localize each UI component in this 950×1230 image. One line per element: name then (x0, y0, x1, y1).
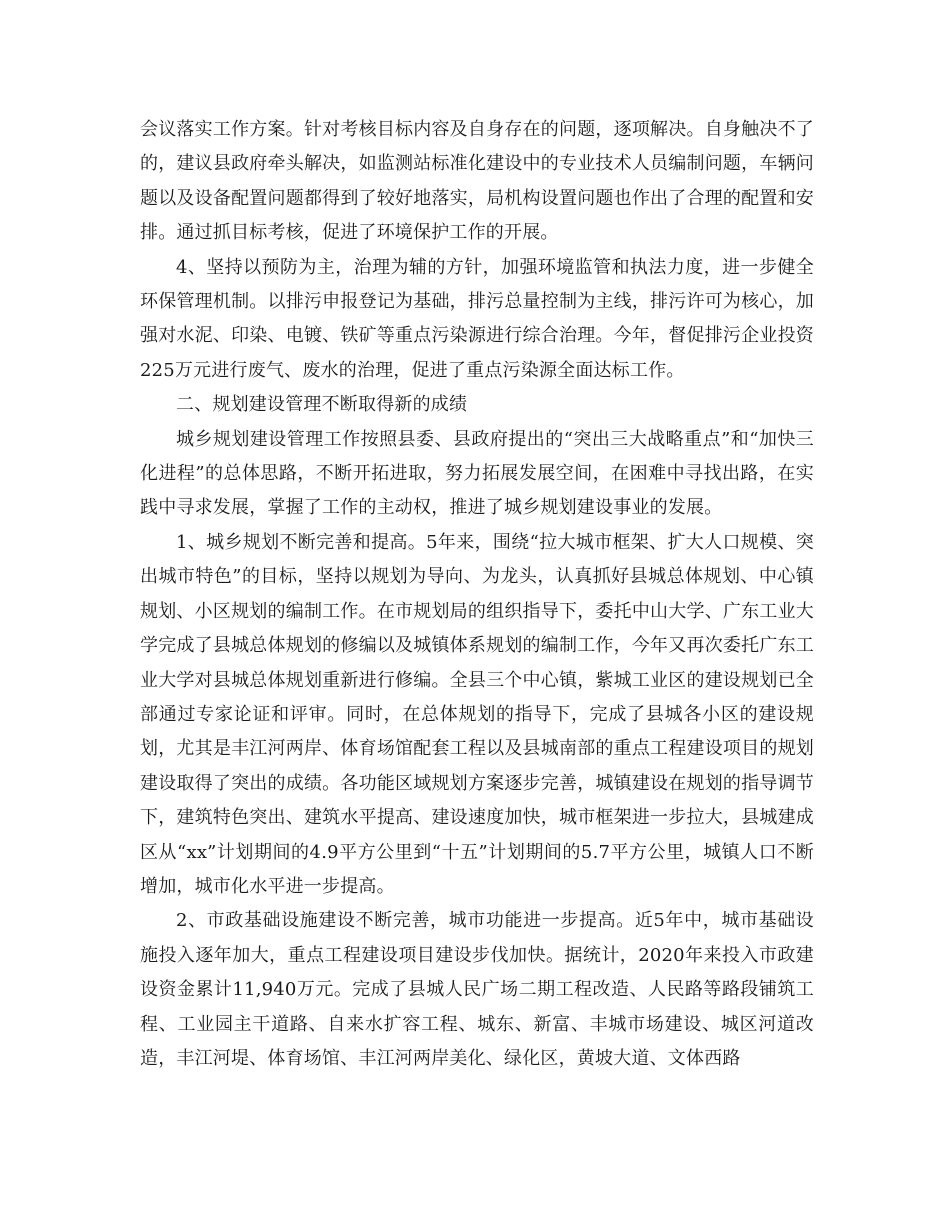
paragraph-2: 4、坚持以预防为主，治理为辅的方针，加强环境监管和执法力度，进一步健全环保管理机制。以排污申报登记为基础，排污总量控制为主线，排污许可为核心，加强对水泥、印染、电镀、铁矿等重点污染源进行综合治理。今年，督促排污企业投资225万元进行废气、废水的治理，促进了重点污染源全面达标工作。 (140, 256, 814, 381)
paragraph-4: 1、城乡规划不断完善和提高。5年来，围绕“拉大城市框架、扩大人口规模、突出城市特色”的目标，坚持以规划为导向、为龙头，认真抓好县城总体规划、中心镇规划、小区规划的编制工作。在市规划局的组织指导下，委托中山大学、广东工业大学完成了县城总体规划的修编以及城镇体系规划的编制工作，今年又再次委托广东工业大学对县城总体规划重新进行修编。全县三个中心镇，紫城工业区的建设规划已全部通过专家论证和评审。同时，在总体规划的指导下，完成了县城各小区的建设规划，尤其是丰江河两岸、体育场馆配套工程以及县城南部的重点工程建设项目的规划建设取得了突出的成绩。各功能区域规划方案逐步完善，城镇建设在规划的指导调节下，建筑特色突出、建筑水平提高、建设速度加快，城市框架进一步拉大，县城建成区从“xx”计划期间的4.9平方公里到“十五”计划期间的5.7平方公里，城镇人口不断增加，城市化水平进一步提高。 (140, 531, 814, 897)
paragraph-1: 会议落实工作方案。针对考核目标内容及自身存在的问题，逐项解决。自身触决不了的，建议县政府牵头解决，如监测站标准化建设中的专业技术人员编制问题，车辆问题以及设备配置问题都得到了较好地落实，局机构设置问题也作出了合理的配置和安排。通过抓目标考核，促进了环境保护工作的开展。 (140, 119, 814, 244)
paragraph-5: 2、市政基础设施建设不断完善，城市功能进一步提高。近5年中，城市基础设施投入逐年加大，重点工程建设项目建设步伐加快。据统计，2020年来投入市政建设资金累计11,940万元。完成了县城人民广场二期工程改造、人民路等路段铺筑工程、工业园主干道路、自来水扩容工程、城东、新富、丰城市场建设、城区河道改造，丰江河堤、体育场馆、丰江河两岸美化、绿化区，黄坡大道、文体西路 (140, 910, 814, 1069)
paragraph-3: 城乡规划建设管理工作按照县委、县政府提出的“突出三大战略重点”和“加快三化进程”的总体思路，不断开拓进取，努力拓展发展空间，在困难中寻找出路，在实践中寻求发展，掌握了工作的主动权，推进了城乡规划建设事业的发展。 (140, 428, 814, 519)
document-body (140, 113, 814, 1076)
section-heading: 二、规划建设管理不断取得新的成绩 (176, 394, 468, 416)
